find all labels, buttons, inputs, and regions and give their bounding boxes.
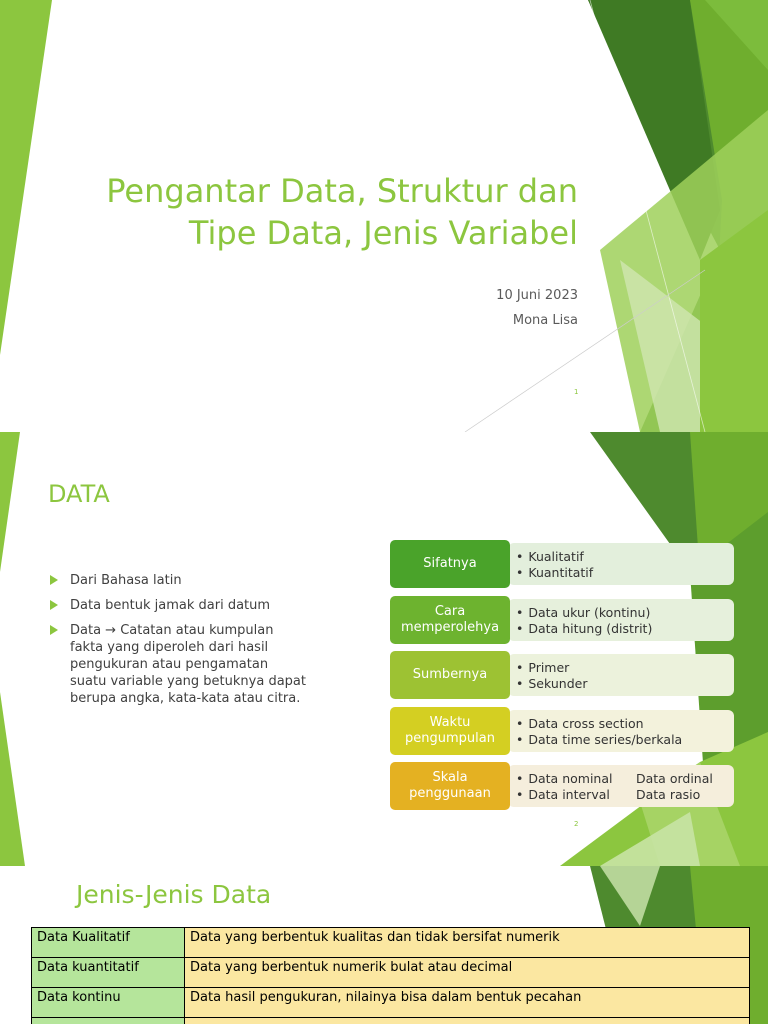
table-row bbox=[32, 988, 750, 1018]
slide-title: Jenis-Jenis Data bbox=[76, 880, 272, 909]
presentation-author: Mona Lisa bbox=[512, 313, 578, 328]
diagram-list bbox=[508, 710, 734, 752]
table-cell-desc: Data hasil pengukuran, nilainya bisa dalam bentuk pecahan bbox=[185, 988, 750, 1018]
data-slide[interactable] bbox=[0, 432, 768, 866]
diagram-category-box: Cara memperolehya bbox=[390, 596, 510, 644]
diagram-list bbox=[508, 654, 734, 696]
data-classification-diagram bbox=[390, 540, 736, 818]
presentation-date: 10 Juni 2023 bbox=[496, 288, 578, 303]
diagram-item-pair bbox=[516, 787, 728, 803]
table-row bbox=[32, 1018, 750, 1024]
diagram-item: • Sekunder bbox=[516, 676, 728, 692]
bullet-item bbox=[48, 572, 308, 589]
diagram-row-waktu bbox=[390, 707, 736, 755]
triangle-bullet-icon bbox=[50, 600, 58, 610]
diagram-item: • Data nominal bbox=[516, 771, 636, 787]
diagram-item: • Data time series/berkala bbox=[516, 732, 728, 748]
diagram-item: • Data hitung (distrit) bbox=[516, 621, 728, 637]
title-slide[interactable] bbox=[0, 0, 768, 432]
diagram-item: • Data cross section bbox=[516, 716, 728, 732]
diagram-item: Data ordinal bbox=[636, 771, 713, 786]
jenis-data-slide[interactable] bbox=[0, 866, 768, 1024]
table-cell-type: Data Kualitatif bbox=[32, 928, 185, 958]
diagram-item: • Kuantitatif bbox=[516, 565, 728, 581]
table-cell-type bbox=[32, 1018, 185, 1024]
diagram-category-box: Sifatnya bbox=[390, 540, 510, 588]
diagram-row-cara bbox=[390, 596, 736, 644]
diagram-item: • Data interval bbox=[516, 787, 636, 803]
diagram-row-skala bbox=[390, 762, 736, 810]
slide-number: 2 bbox=[574, 820, 579, 828]
diagram-category-box: Waktu pengumpulan bbox=[390, 707, 510, 755]
diagram-row-sumber bbox=[390, 651, 736, 699]
table-row bbox=[32, 928, 750, 958]
bullet-list bbox=[48, 572, 308, 715]
diagram-item-pair bbox=[516, 771, 728, 787]
diagram-list bbox=[508, 599, 734, 641]
table-row bbox=[32, 958, 750, 988]
diagram-item: Data rasio bbox=[636, 787, 701, 802]
bullet-text: Dari Bahasa latin bbox=[70, 573, 182, 588]
table-cell-desc: Data yang berbentuk numerik bulat atau decimal bbox=[185, 958, 750, 988]
diagram-list bbox=[508, 543, 734, 585]
diagram-item: • Kualitatif bbox=[516, 549, 728, 565]
table-cell-desc bbox=[185, 1018, 750, 1024]
table-cell-desc: Data yang berbentuk kualitas dan tidak bersifat numerik bbox=[185, 928, 750, 958]
diagram-list bbox=[508, 765, 734, 807]
slide-title: DATA bbox=[48, 480, 110, 508]
diagram-category-box: Sumbernya bbox=[390, 651, 510, 699]
diagram-category-box: Skala penggunaan bbox=[390, 762, 510, 810]
table-cell-type: Data kuantitatif bbox=[32, 958, 185, 988]
bullet-text: Data bentuk jamak dari datum bbox=[70, 598, 271, 613]
slide-number: 1 bbox=[574, 388, 579, 396]
diagram-item: • Data ukur (kontinu) bbox=[516, 605, 728, 621]
presentation-title: Pengantar Data, Struktur dan Tipe Data, Jenis Variabel bbox=[106, 172, 578, 252]
triangle-bullet-icon bbox=[50, 625, 58, 635]
triangle-bullet-icon bbox=[50, 575, 58, 585]
bullet-item bbox=[48, 622, 308, 707]
diagram-item: • Primer bbox=[516, 660, 728, 676]
bullet-item bbox=[48, 597, 308, 614]
diagram-row-sifatnya bbox=[390, 540, 736, 588]
bullet-text: Data → Catatan atau kumpulan fakta yang diperoleh dari hasil pengukuran atau pengamatan suatu variable yang betuknya dapat berupa angka, kata-kata atau citra. bbox=[70, 623, 306, 706]
data-types-table bbox=[31, 927, 750, 1024]
table-cell-type: Data kontinu bbox=[32, 988, 185, 1018]
